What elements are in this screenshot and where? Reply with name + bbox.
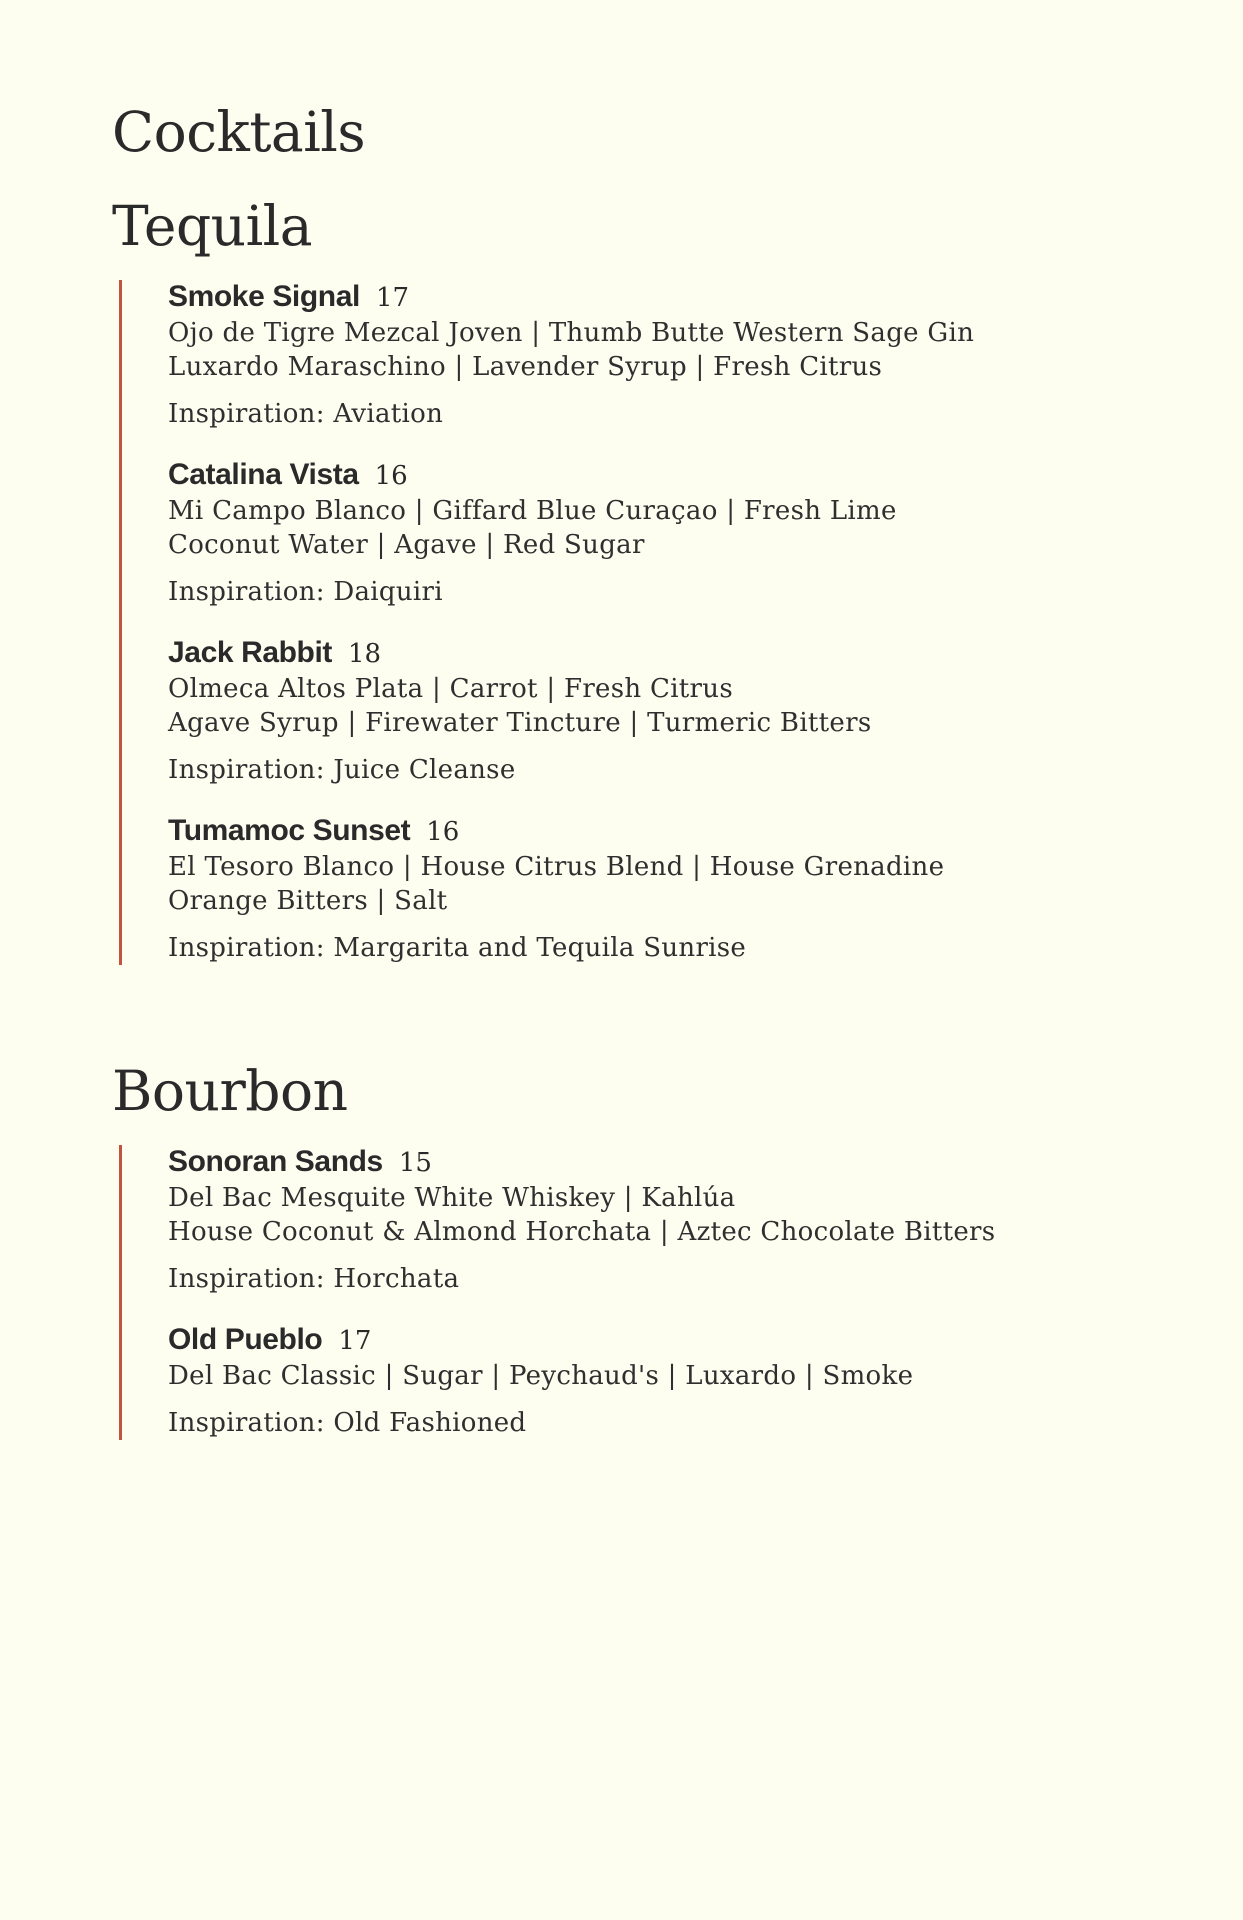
- item-ingredients-line: Luxardo Maraschino | Lavender Syrup | Fresh Citrus: [168, 352, 883, 382]
- menu-item: [168, 814, 1162, 965]
- item-header: [168, 636, 1162, 672]
- menu-page: [112, 100, 1162, 1440]
- section-tequila: [112, 194, 1162, 965]
- item-ingredients-line: House Coconut & Almond Horchata | Aztec Chocolate Bitters: [168, 1217, 996, 1247]
- section-bourbon: [112, 1059, 1162, 1440]
- section-accent-rule: [119, 1145, 122, 1440]
- item-inspiration: Inspiration: Horchata: [168, 1264, 460, 1294]
- item-header: [168, 1145, 1162, 1181]
- item-price: 15: [398, 1148, 432, 1178]
- item-ingredients-line: Coconut Water | Agave | Red Sugar: [168, 530, 645, 560]
- item-ingredients-line: Del Bac Mesquite White Whiskey | Kahlúa: [168, 1183, 736, 1213]
- item-price: 16: [426, 817, 460, 847]
- item-inspiration: Inspiration: Aviation: [168, 399, 444, 429]
- menu-item: [168, 458, 1162, 609]
- item-list: [112, 1145, 1162, 1440]
- item-header: [168, 458, 1162, 494]
- item-list: [112, 280, 1162, 965]
- item-inspiration: Inspiration: Margarita and Tequila Sunrise: [168, 933, 747, 963]
- item-price: 18: [348, 639, 382, 669]
- item-header: [168, 1323, 1162, 1359]
- item-ingredients-line: El Tesoro Blanco | House Citrus Blend | House Grenadine: [168, 852, 945, 882]
- menu-item: [168, 1323, 1162, 1440]
- section-title: Bourbon: [112, 1059, 348, 1123]
- item-inspiration: Inspiration: Old Fashioned: [168, 1408, 527, 1438]
- section-accent-rule: [119, 280, 122, 965]
- item-name: Tumamoc Sunset: [168, 814, 411, 847]
- item-ingredients-line: Ojo de Tigre Mezcal Joven | Thumb Butte Western Sage Gin: [168, 318, 975, 348]
- menu-item: [168, 636, 1162, 787]
- item-inspiration: Inspiration: Juice Cleanse: [168, 755, 516, 785]
- section-title: Tequila: [112, 194, 313, 258]
- item-price: 17: [338, 1326, 372, 1356]
- item-inspiration: Inspiration: Daiquiri: [168, 577, 443, 607]
- item-ingredients-line: Orange Bitters | Salt: [168, 886, 448, 916]
- item-price: 16: [374, 461, 408, 491]
- menu-item: [168, 280, 1162, 431]
- item-name: Smoke Signal: [168, 280, 360, 313]
- menu-item: [168, 1145, 1162, 1296]
- item-name: Jack Rabbit: [168, 636, 332, 669]
- item-ingredients-line: Agave Syrup | Firewater Tincture | Turmeric Bitters: [168, 708, 872, 738]
- item-ingredients-line: Mi Campo Blanco | Giffard Blue Curaçao | Fresh Lime: [168, 496, 897, 526]
- item-ingredients-line: Olmeca Altos Plata | Carrot | Fresh Citrus: [168, 674, 733, 704]
- item-name: Catalina Vista: [168, 458, 359, 491]
- page-title: Cocktails: [112, 100, 366, 164]
- item-header: [168, 814, 1162, 850]
- item-name: Old Pueblo: [168, 1323, 323, 1356]
- item-header: [168, 280, 1162, 316]
- item-price: 17: [375, 283, 410, 313]
- item-ingredients-line: Del Bac Classic | Sugar | Peychaud's | Luxardo | Smoke: [168, 1361, 914, 1391]
- item-name: Sonoran Sands: [168, 1145, 383, 1178]
